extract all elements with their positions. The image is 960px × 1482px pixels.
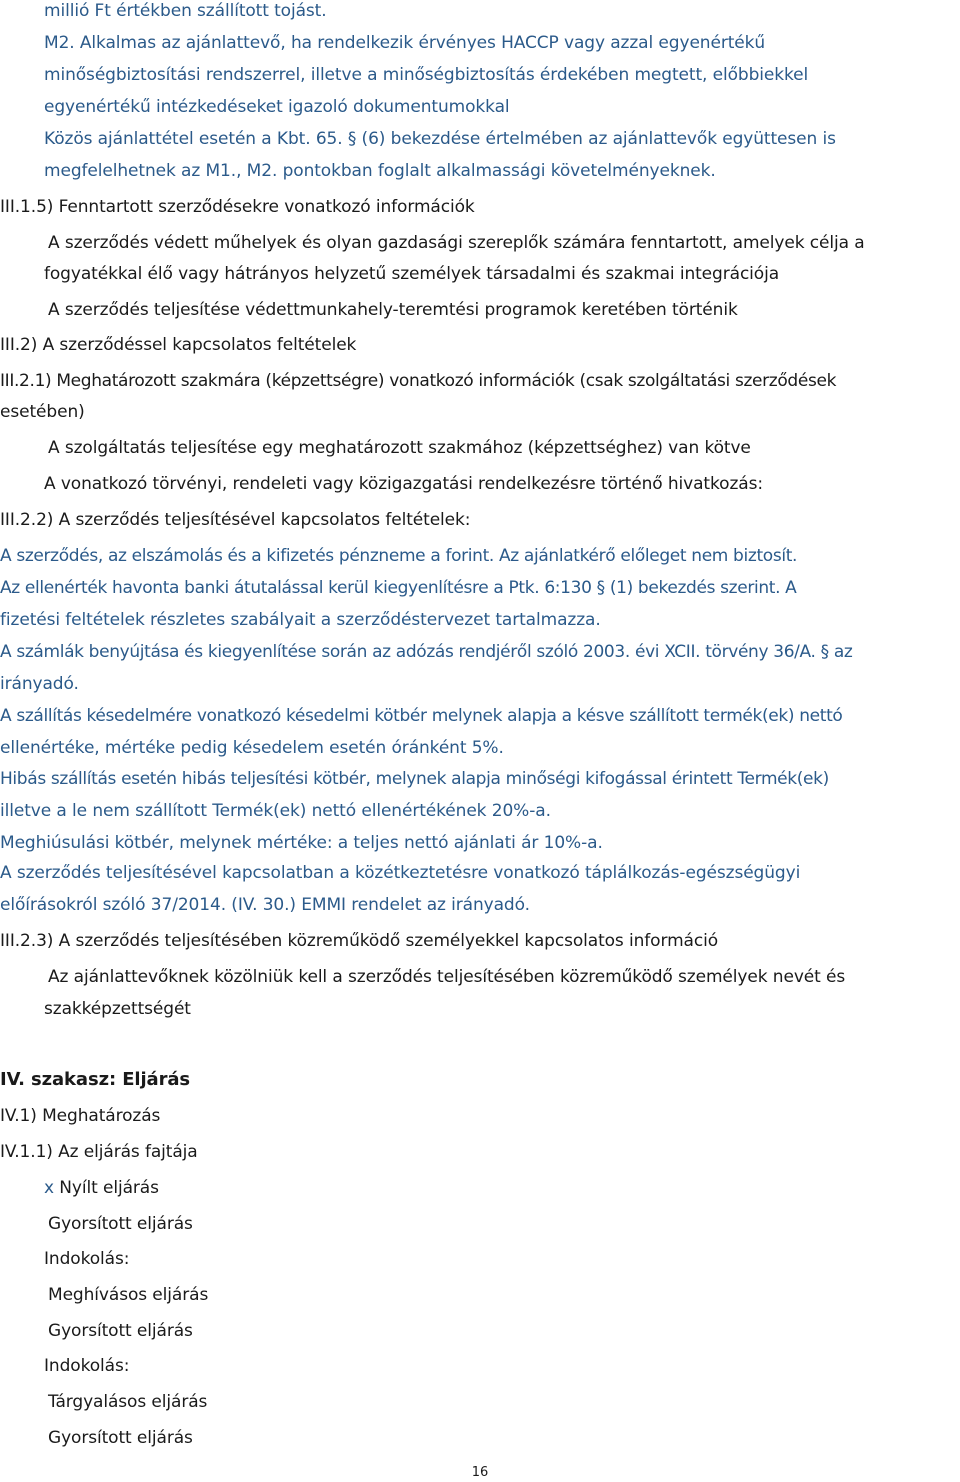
conditions-line-10: Meghiúsulási kötbér, melynek mértéke: a teljes nettó ajánlati ár 10%-a. (0, 833, 603, 853)
page-number: 16 (471, 1465, 489, 1480)
conditions-line-2: Az ellenérték havonta banki átutalással kerül kiegyenlítésre a Ptk. 6:130 § (1) bekezdés szerint. A (0, 578, 797, 598)
conditions-line-1: A szerződés, az elszámolás és a kifizetés pénzneme a forint. Az ajánlatkérő előleget nem biztosít. (0, 546, 798, 566)
section-heading-iv-1: IV.1) Meghatározás (0, 1106, 161, 1126)
conditions-line-7: ellenértéke, mértéke pedig késedelem esetén óránként 5%. (0, 738, 504, 758)
section-heading-iii-2-1-line-2: esetében) (0, 402, 85, 422)
selected-x-mark: x (44, 1178, 54, 1198)
m2-line-3: egyenértékű intézkedéseket igazoló dokumentumokkal (44, 97, 510, 117)
conditions-line-6: A szállítás késedelmére vonatkozó késedelmi kötbér melynek alapja a késve szállított termék(ek) nettó (0, 706, 843, 726)
procedure-accelerated-2: Gyorsított eljárás (48, 1321, 193, 1341)
section-heading-iii-2-1-line-1: III.2.1) Meghatározott szakmára (képzettségre) vonatkozó információk (csak szolgáltatási szerződések (0, 371, 837, 391)
procedure-restricted: Meghívásos eljárás (48, 1285, 209, 1305)
m2-line-1: M2. Alkalmas az ajánlattevő, ha rendelkezik érvényes HACCP vagy azzal egyenértékű (44, 33, 766, 53)
joint-bid-line-1: Közös ajánlattétel esetén a Kbt. 65. § (6) bekezdése értelmében az ajánlattevők együttesen is (44, 129, 836, 149)
section-heading-iii-1-5: III.1.5) Fenntartott szerződésekre vonatkozó információk (0, 197, 475, 217)
conditions-line-12: előírásokról szóló 37/2014. (IV. 30.) EMMI rendelet az irányadó. (0, 895, 530, 915)
conditions-line-9: illetve a le nem szállított Termék(ek) nettó ellenértékének 20%-a. (0, 801, 551, 821)
conditions-line-8: Hibás szállítás esetén hibás teljesítési kötbér, melynek alapja minőségi kifogással érintett Termék(ek) (0, 769, 829, 789)
m2-line-2: minőségbiztosítási rendszerrel, illetve a minőségbiztosítás érdekében megtett, előbbiekkel (44, 65, 809, 85)
section-title-iv: IV. szakasz: Eljárás (0, 1069, 191, 1090)
procedure-negotiated: Tárgyalásos eljárás (48, 1392, 208, 1412)
procedure-justification-2: Indokolás: (44, 1356, 130, 1376)
reserved-item-1-line-2: fogyatékkal élő vagy hátrányos helyzetű személyek társadalmi és szakmai integrációja (44, 264, 780, 284)
m1-tail-line: millió Ft értékben szállított tojást. (44, 1, 327, 21)
section-heading-iv-1-1: IV.1.1) Az eljárás fajtája (0, 1142, 198, 1162)
conditions-line-11: A szerződés teljesítésével kapcsolatban a közétkeztetésre vonatkozó táplálkozás-egészségügyi (0, 863, 801, 883)
procedure-open-label: Nyílt eljárás (59, 1178, 159, 1198)
procedure-justification-1: Indokolás: (44, 1249, 130, 1269)
conditions-line-5: irányadó. (0, 674, 79, 694)
contributors-item-line-1: Az ajánlattevőknek közölniük kell a szerződés teljesítésében közreműködő személyek nevét és (48, 967, 846, 987)
reserved-item-2: A szerződés teljesítése védettmunkahely-teremtési programok keretében történik (48, 300, 738, 320)
joint-bid-line-2: megfelelhetnek az M1., M2. pontokban foglalt alkalmassági követelményeknek. (44, 161, 716, 181)
contributors-item-line-2: szakképzettségét (44, 999, 191, 1019)
reserved-item-1-line-1: A szerződés védett műhelyek és olyan gazdasági szereplők számára fenntartott, amelyek célja a (48, 233, 865, 253)
procedure-accelerated-3: Gyorsított eljárás (48, 1428, 193, 1448)
section-heading-iii-2-2: III.2.2) A szerződés teljesítésével kapcsolatos feltételek: (0, 510, 471, 530)
procedure-accelerated-1: Gyorsított eljárás (48, 1214, 193, 1234)
conditions-line-4: A számlák benyújtása és kiegyenlítése során az adózás rendjéről szóló 2003. évi XCII. törvény 36/A. § az (0, 642, 853, 662)
profession-item-1: A szolgáltatás teljesítése egy meghatározott szakmához (képzettséghez) van kötve (48, 438, 751, 458)
procedure-open-row (44, 1177, 159, 1199)
section-heading-iii-2: III.2) A szerződéssel kapcsolatos feltételek (0, 335, 357, 355)
section-heading-iii-2-3: III.2.3) A szerződés teljesítésében közreműködő személyekkel kapcsolatos információ (0, 931, 719, 951)
conditions-line-3: fizetési feltételek részletes szabályait a szerződéstervezet tartalmazza. (0, 610, 601, 630)
profession-item-2: A vonatkozó törvényi, rendeleti vagy közigazgatási rendelkezésre történő hivatkozás: (44, 474, 763, 494)
